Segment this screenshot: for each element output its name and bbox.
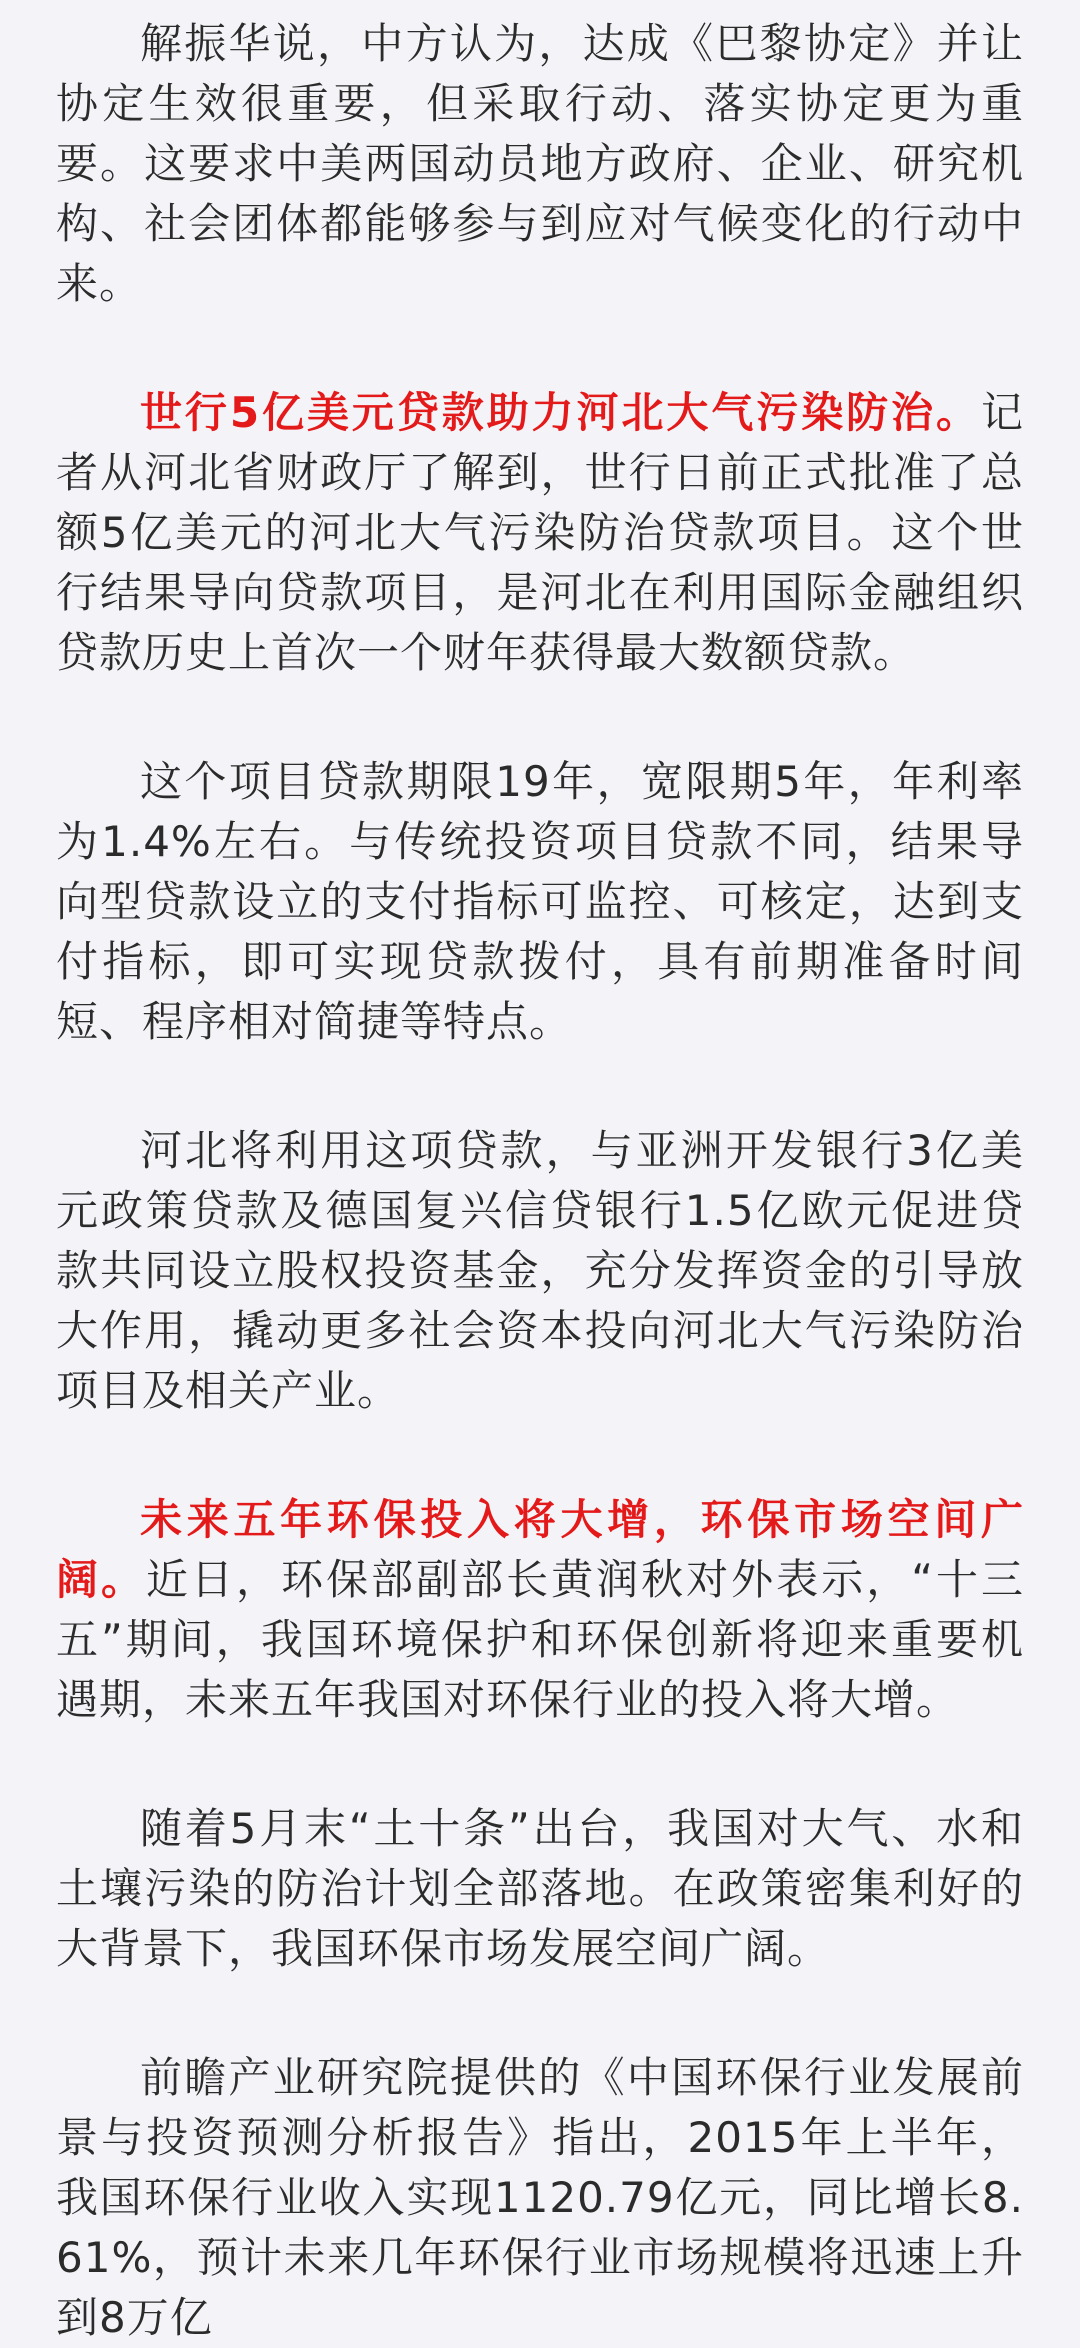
- paragraph-text: 前瞻产业研究院提供的《中国环保行业发展前景与投资预测分析报告》指出，2015年上半年，我国环保行业收入实现1120.79亿元，同比增长8.61%，预计未来几年环保行业市场规模将迅速上升到8万亿: [56, 2053, 1024, 2342]
- section-headline-environmental-investment: 未来五年环保投入将大增，环保市场空间广阔。: [56, 1495, 1024, 1604]
- paragraph-text: 解振华说，中方认为，达成《巴黎协定》并让协定生效很重要，但采取行动、落实协定更为重要。这要求中美两国动员地方政府、企业、研究机构、社会团体都能够参与到应对气候变化的行动中来。: [56, 19, 1024, 308]
- article-paragraph-3: [56, 752, 1024, 1052]
- paragraph-text: 近日，环保部副部长黄润秋对外表示，“十三五”期间，我国环境保护和环保创新将迎来重要机遇期，未来五年我国对环保行业的投入将大增。: [56, 1555, 1024, 1724]
- article-paragraph-4: [56, 1121, 1024, 1421]
- paragraph-text: 记者从河北省财政厅了解到，世行日前正式批准了总额5亿美元的河北大气污染防治贷款项目。这个世行结果导向贷款项目，是河北在利用国际金融组织贷款历史上首次一个财年获得最大数额贷款。: [56, 388, 1024, 677]
- article-body: [0, 14, 1080, 2342]
- paragraph-text: 随着5月末“土十条”出台，我国对大气、水和土壤污染的防治计划全部落地。在政策密集利好的大背景下，我国环保市场发展空间广阔。: [56, 1804, 1024, 1973]
- article-paragraph-5: [56, 1490, 1024, 1730]
- article-paragraph-7: [56, 2048, 1024, 2348]
- paragraph-text: 这个项目贷款期限19年，宽限期5年，年利率为1.4%左右。与传统投资项目贷款不同，结果导向型贷款设立的支付指标可监控、可核定，达到支付指标，即可实现贷款拨付，具有前期准备时间短、程序相对简捷等特点。: [56, 757, 1024, 1046]
- article-paragraph-2: [56, 383, 1024, 683]
- section-headline-world-bank-loan: 世行5亿美元贷款助力河北大气污染防治。: [140, 388, 981, 437]
- paragraph-text: 河北将利用这项贷款，与亚洲开发银行3亿美元政策贷款及德国复兴信贷银行1.5亿欧元促进贷款共同设立股权投资基金，充分发挥资金的引导放大作用，撬动更多社会资本投向河北大气污染防治项目及相关产业。: [56, 1126, 1024, 1415]
- article-paragraph-6: [56, 1799, 1024, 1979]
- article-paragraph-1: [56, 14, 1024, 314]
